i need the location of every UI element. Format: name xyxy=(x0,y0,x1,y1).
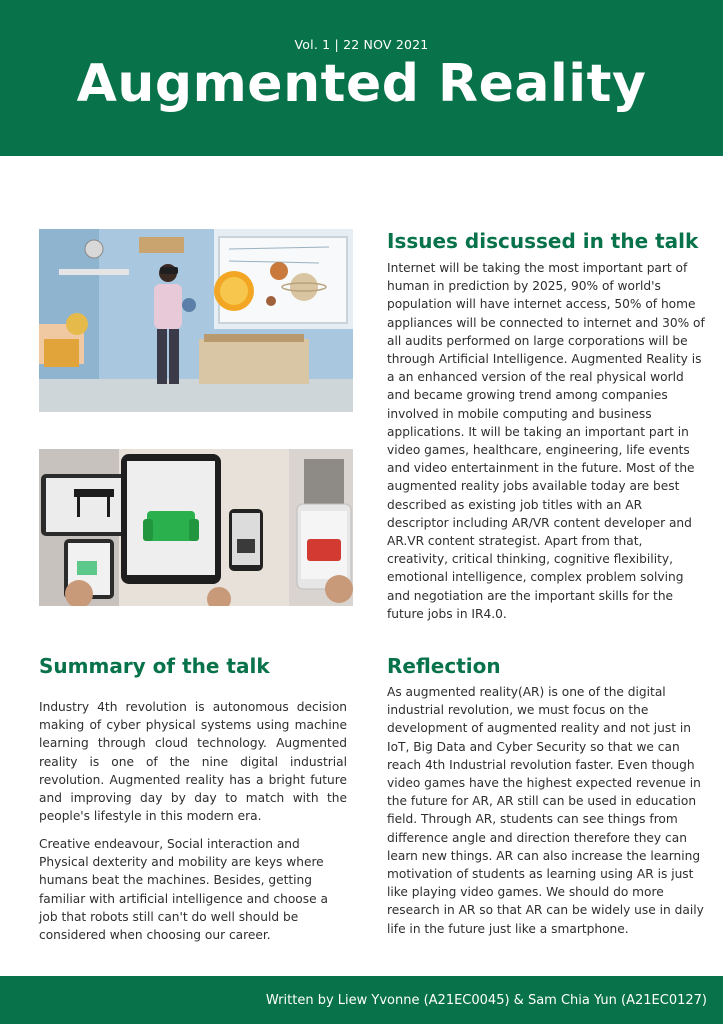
issues-body: Internet will be taking the most important part of human in prediction by 2025, 90% of world's population will have internet access, 50% of home appliances will be connected to internet and 30% of all audits performed on large corporations will be through Artificial Intelligence. Augmented Reality is a an enhanced version of the real physical world and became growing trend among companies involved in mobile computing and business applications. It will be taking an important part in video games, healthcare, engineering, life events and video entertainment in the future. Most of the augmented reality jobs available today are best described as existing job titles with an AR descriptor including AR/VR content developer and AR.VR content strategist. Apart from that, creativity, critical thinking, cognitive flexibility, emotional intelligence, complex problem solving and negotiation are the important skills for the future jobs in IR4.0. xyxy=(387,261,705,621)
issues-heading: Issues discussed in the talk xyxy=(387,229,699,253)
summary-heading: Summary of the talk xyxy=(39,654,270,678)
reflection-body: As augmented reality(AR) is one of the digital industrial revolution, we must focus on the development of augmented reality and not just in IoT, Big Data and Cyber Security so that we can reach 4th Industrial revolution faster. Even though video games have the highest expected revenue in the future for AR, AR still can be used in education field. Through AR, students can see things from difference angle and direction therefore they can learn new things. AR can also increase the learning motivation of students as learning using AR is just like playing video games. We should do more research in AR so that AR can be widely use in daily life in the future just like a smartphone. xyxy=(387,685,704,936)
reflection-heading: Reflection xyxy=(387,654,501,678)
footer-banner xyxy=(0,976,723,1024)
author-credit: Written by Liew Yvonne (A21EC0045) & Sam Chia Yun (A21EC0127) xyxy=(265,993,707,1008)
ar-devices-image xyxy=(39,449,353,606)
classroom-vr-image xyxy=(39,229,353,412)
page-title: Augmented Reality xyxy=(76,54,647,114)
header-banner xyxy=(0,0,723,156)
volume-date: Vol. 1 | 22 NOV 2021 xyxy=(294,37,429,52)
summary-paragraph-2: Creative endeavour, Social interaction and Physical dexterity and mobility are keys where humans beat the machines. Besides, getting familiar with artificial intelligence and choose a job that robots still can't do well should be considered when choosing our career. xyxy=(39,837,328,943)
summary-paragraph-1: Industry 4th revolution is autonomous decision making of cyber physical systems using machine learning through cloud technology. Augmented reality is one of the nine digital industrial revolution. Augmented reality has a bright future and improving day by day to match with the people's lifestyle in this modern era. xyxy=(39,700,347,824)
